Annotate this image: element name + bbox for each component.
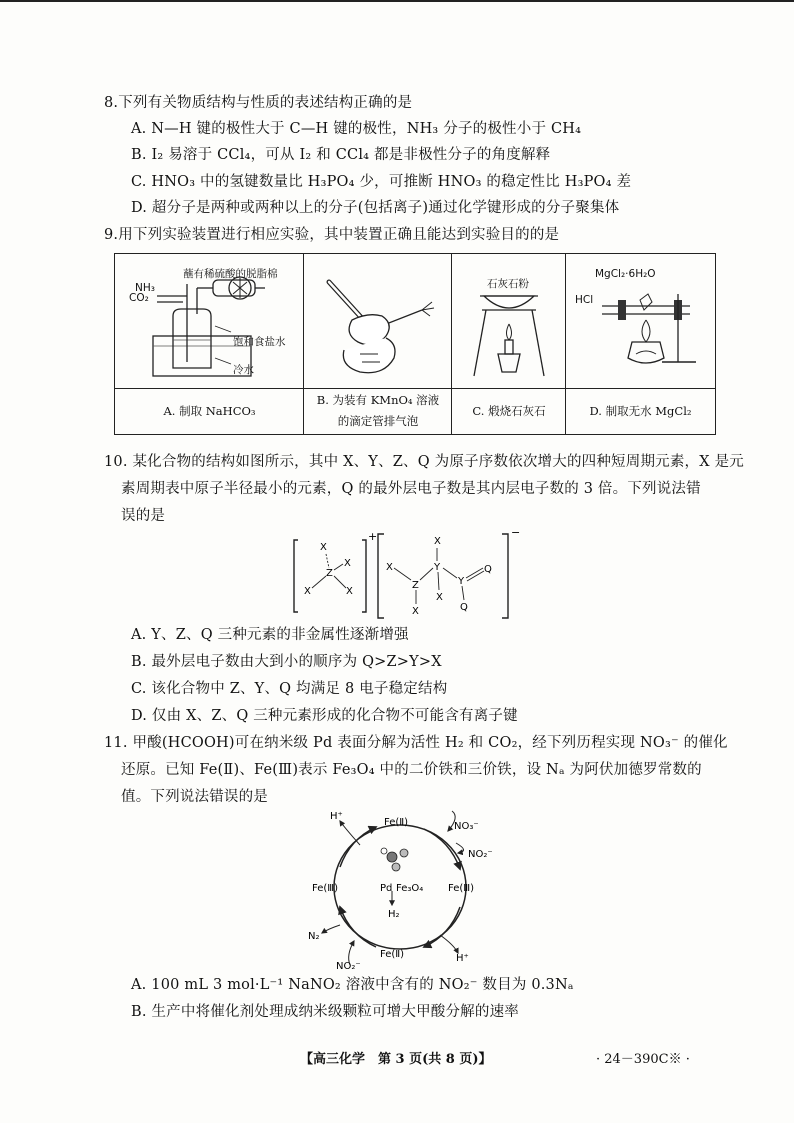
q9-a-co2-label: CO₂ [129, 292, 149, 304]
q8-option-a: A. N—H 键的极性大于 C—H 键的极性，NH₃ 分子的极性小于 CH₄ [131, 121, 582, 137]
anion-charge: − [511, 528, 520, 539]
cycle-no3-in: NO₃⁻ [454, 821, 479, 832]
q9-c-limestone-label: 石灰石粉 [487, 278, 529, 290]
q11-stem-line2: 还原。已知 Fe(Ⅱ)、Fe(Ⅲ)表示 Fe₃O₄ 中的二价铁和三价铁，设 Nₐ 为阿伏加德罗常数的 [121, 762, 702, 778]
q10-stem-line3: 误的是 [121, 508, 166, 524]
q8-option-b: B. I₂ 易溶于 CCl₄，可从 I₂ 和 CCl₄ 都是非极性分子的角度解释 [131, 147, 551, 163]
q11-option-b: B. 生产中将催化剂处理成纳米级颗粒可增大甲酸分解的速率 [131, 1004, 519, 1020]
q9-caption-a: A. 制取 NaHCO₃ [163, 404, 256, 418]
q11-stem-line1: 11. 甲酸(HCOOH)可在纳米级 Pd 表面分解为活性 H₂ 和 CO₂，经下列历程实现 NO₃⁻ 的催化 [104, 735, 728, 751]
cation-x-left: X [304, 586, 311, 597]
q8-option-c: C. HNO₃ 中的氢键数量比 H₃PO₄ 少，可推断 HNO₃ 的稳定性比 H₃PO₄ 差 [131, 174, 632, 190]
q10-option-a: A. Y、Z、Q 三种元素的非金属性逐渐增强 [131, 627, 409, 643]
q9-d-salt-label: MgCl₂·6H₂O [595, 268, 656, 280]
cycle-fe2-bottom: Fe(Ⅱ) [380, 949, 405, 960]
q10-option-d: D. 仅由 X、Z、Q 三种元素形成的化合物不可能含有离子键 [131, 708, 518, 724]
q9-caption-c: C. 煅烧石灰石 [472, 404, 546, 418]
anion-q-top: Q [484, 564, 492, 575]
q9-caption-d: D. 制取无水 MgCl₂ [589, 404, 692, 418]
cycle-n2: N₂ [308, 931, 320, 942]
cation-x-top: X [320, 542, 327, 553]
q9-figure-c [452, 254, 566, 388]
q8-stem: 8.下列有关物质结构与性质的表述结构正确的是 [104, 95, 413, 111]
anion-y-carboxyl: Y [458, 576, 465, 587]
q9-a-water-label: 冷水 [233, 364, 254, 376]
cycle-fe3-left: Fe(Ⅲ) [312, 883, 339, 894]
q11-option-a: A. 100 mL 3 mol·L⁻¹ NaNO₂ 溶液中含有的 NO₂⁻ 数目为 0.3Nₐ [131, 977, 574, 993]
q10-structure-diagram [290, 528, 520, 620]
top-border [0, 0, 794, 2]
q10-stem-line2: 素周期表中原子半径最小的元素，Q 的最外层电子数是其内层电子数的 3 倍。下列说法错 [121, 481, 701, 497]
q10-stem-line1: 10. 某化合物的结构如图所示，其中 X、Y、Z、Q 为原子序数依次增大的四种短周期元素，X 是元 [104, 454, 744, 470]
q10-option-b: B. 最外层电子数由大到小的顺序为 Q>Z>Y>X [131, 654, 442, 670]
q9-caption-b-line1: B. 为装有 KMnO₄ 溶液 [316, 393, 440, 407]
q9-table-divider [115, 388, 715, 389]
anion-x-y-bottom: X [436, 592, 443, 603]
q9-apparatus-table [114, 253, 716, 435]
cycle-pd: Pd [380, 883, 393, 894]
anion-z: Z [412, 580, 419, 591]
anion-q-bottom: Q [460, 602, 468, 613]
q9-d-hcl-label: HCl [575, 294, 594, 306]
q11-stem-line3: 值。下列说法错误的是 [121, 789, 268, 805]
cation-x-bottom: X [346, 586, 353, 597]
cycle-no2-out: NO₂⁻ [468, 849, 493, 860]
cation-x-right: X [344, 558, 351, 569]
cation-charge: + [368, 530, 378, 543]
cycle-fe3-right: Fe(Ⅲ) [448, 883, 475, 894]
anion-x-z-bottom: X [412, 606, 419, 617]
cycle-h-bottom: H⁺ [456, 953, 469, 964]
cycle-fe2-top: Fe(Ⅱ) [384, 817, 409, 828]
page-footer-code: · 24－390C※ · [596, 1052, 690, 1067]
anion-x-left: X [386, 562, 393, 573]
page-footer-label: 【高三化学 第 3 页(共 8 页)】 [300, 1052, 492, 1067]
q9-a-nh3-label: NH₃ [135, 282, 155, 294]
q11-cycle-diagram [300, 805, 510, 970]
q9-a-brine-label: 饱和食盐水 [233, 336, 286, 348]
q8-option-d: D. 超分子是两种或两种以上的分子(包括离子)通过化学键形成的分子聚集体 [131, 200, 620, 216]
cation-z: Z [326, 568, 333, 579]
cycle-h2: H₂ [388, 909, 400, 920]
q9-figure-b [304, 254, 452, 388]
q9-a-cotton-label: 蘸有稀硫酸的脱脂棉 [183, 268, 278, 280]
cycle-no2-in: NO₂⁻ [336, 961, 361, 970]
q9-caption-b-line2: 的滴定管排气泡 [337, 414, 419, 428]
q10-option-c: C. 该化合物中 Z、Y、Q 均满足 8 电子稳定结构 [131, 681, 448, 697]
q9-stem: 9.用下列实验装置进行相应实验，其中装置正确且能达到实验目的的是 [104, 227, 560, 243]
cycle-fe3o4: Fe₃O₄ [396, 883, 424, 894]
anion-x-y-top: X [434, 536, 441, 547]
anion-y-center: Y [434, 562, 441, 573]
cycle-h-top: H⁺ [330, 811, 343, 822]
